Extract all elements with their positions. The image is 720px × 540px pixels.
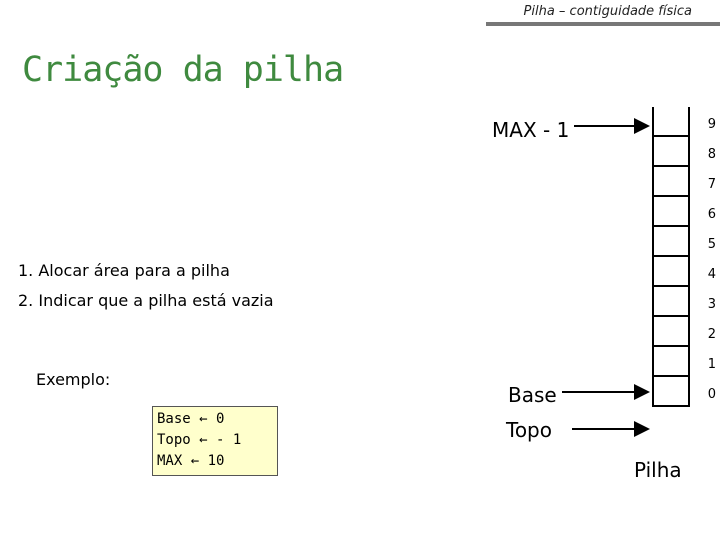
- code-line: Base ← 0: [157, 411, 225, 427]
- stack-index: 0: [707, 387, 716, 402]
- topo-label: Topo: [506, 418, 552, 442]
- max-label: MAX - 1: [492, 118, 570, 142]
- stack-index: 4: [707, 267, 716, 282]
- stack-label: Pilha: [634, 458, 682, 482]
- stack-index: 7: [707, 177, 716, 192]
- code-line: MAX ← 10: [157, 453, 225, 469]
- code-line: Topo ← - 1: [157, 432, 242, 448]
- stack-index: 9: [707, 117, 716, 132]
- stack-index: 6: [707, 207, 716, 222]
- stack-index: 2: [707, 327, 716, 342]
- slide-title: Criação da pilha: [22, 50, 344, 90]
- stack-index: 5: [707, 237, 716, 252]
- stack-index: 8: [707, 147, 716, 162]
- example-label: Exemplo:: [36, 370, 111, 389]
- step-item: 2. Indicar que a pilha está vazia: [18, 291, 274, 310]
- base-label: Base: [508, 383, 557, 407]
- stack-index: 3: [707, 297, 716, 312]
- step-item: 1. Alocar área para a pilha: [18, 261, 230, 280]
- stack-index: 1: [707, 357, 716, 372]
- header-title: Pilha – contiguidade física: [523, 4, 692, 19]
